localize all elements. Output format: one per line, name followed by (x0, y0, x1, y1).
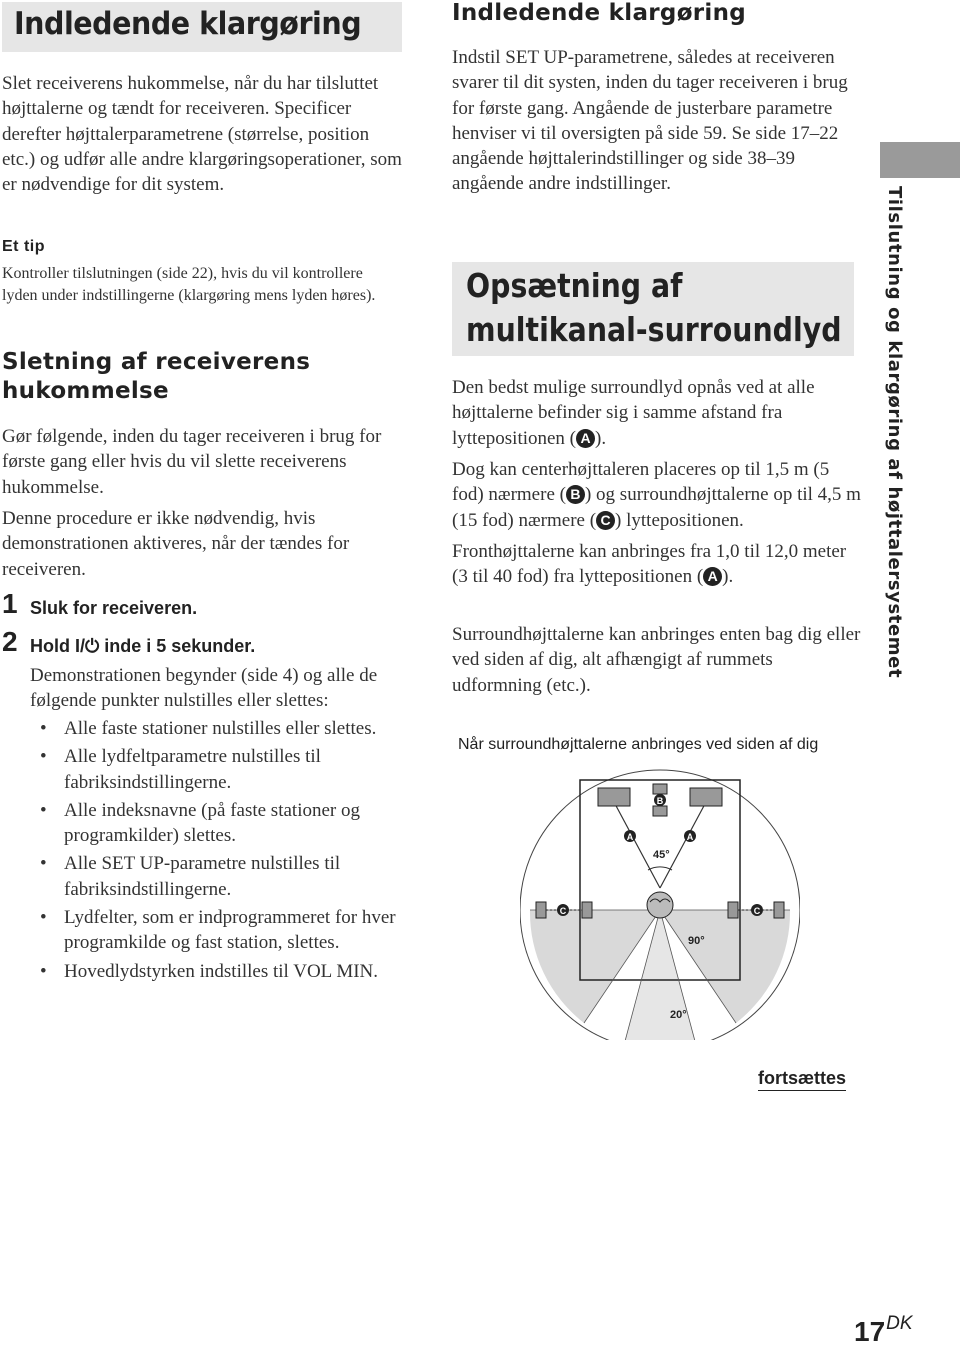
front-left-speaker-icon (598, 788, 630, 806)
center-speaker-icon (653, 784, 667, 794)
listener-icon (647, 892, 673, 918)
paragraph-text: ). (722, 566, 734, 588)
paragraph-text: Fronthøjttalerne kan anbringes fra 1,0 til 12,0 meter (3 til 40 fod) fra lyttepositionen ( (452, 541, 847, 588)
label-a-left: A (626, 832, 634, 842)
front-right-speaker-icon (690, 788, 722, 806)
list-item: • Alle lydfeltparametre nulstilles til fabriksindstillingerne. (40, 746, 321, 793)
list-item: • Alle SET UP-parametre nulstilles til fabriksindstillingerne. (40, 853, 341, 900)
subsection-title-text: Opsætning af multikanal-surroundlyd (466, 266, 842, 349)
tip-heading: Et tip (2, 238, 45, 255)
angle-90-label: 90° (688, 935, 705, 947)
paragraph-text: ). (595, 427, 607, 449)
list-item-text: Alle SET UP-parametre nulstilles til fabriksindstillingerne. (64, 853, 341, 900)
surround-right-near-icon (728, 902, 738, 918)
section-paragraph-2: Denne procedure er ikke nødvendig, hvis demonstrationen aktiveres, når der tændes for receiveren. (2, 508, 350, 580)
surround-paragraph-2 (452, 457, 862, 533)
step-2-number: 2 (2, 626, 18, 657)
list-item: • Alle faste stationer nulstilles eller slettes. (40, 718, 377, 739)
section-paragraph-1: Gør følgende, inden du tager receiveren i brug for første gang eller hvis du vil slette receiverens hukommelse. (2, 426, 382, 498)
paragraph-text: ) lyttepositionen. (615, 509, 744, 531)
label-c-left: C (559, 906, 567, 916)
list-item-text: Hovedlydstyrken indstilles til VOL MIN. (64, 960, 379, 982)
sidebar-section-label: Tilslutning og klargøring af højttalersystemet (884, 186, 905, 679)
marker-a-icon: A (576, 429, 595, 448)
surround-right-far-icon (774, 902, 784, 918)
intro-paragraph: Slet receiverens hukommelse, når du har tilsluttet højttalerne og tændt for receiveren. Specificer derefter højttalerparametrene (størrelse, position etc.) og udfør alle andre klargøringsoperationer, som er nødvendige for dit system. (2, 73, 402, 196)
list-item: • Lydfelter, som er indprogrammeret for hver programkilde og fast station, slettes. (40, 907, 396, 954)
continue-label: fortsættes (758, 1068, 846, 1091)
label-a-right: A (686, 832, 694, 842)
tip-text: Kontroller tilslutningen (side 22), hvis du vil kontrollere lyden under indstillingerne (klargøring mens lyden høres). (2, 265, 376, 304)
step-2-text: Hold I/⏻ inde i 5 sekunder. (30, 636, 256, 656)
subsection-title (466, 264, 842, 352)
sidebar-tab (880, 142, 960, 178)
angle-45-label: 45° (653, 849, 670, 861)
step-2-description: Demonstrationen begynder (side 4) og alle de følgende punkter nulstilles eller slettes: (30, 665, 378, 712)
list-item-text: Lydfelter, som er indprogrammeret for hver programkilde og fast station, slettes. (64, 907, 396, 954)
marker-b-icon: B (566, 485, 585, 504)
reset-items-list (30, 716, 410, 987)
surround-paragraph-3 (452, 539, 862, 590)
speaker-placement-diagram (520, 760, 800, 1040)
page-number (854, 1313, 913, 1348)
step-1-number: 1 (2, 588, 18, 619)
surround-paragraph-1 (452, 375, 862, 451)
diagram-caption: Når surroundhøjttalerne anbringes ved siden af dig (458, 736, 819, 753)
right-intro-paragraph: Indstil SET UP-parametrene, således at receiveren svarer til dit systen, inden du tager receiveren i brug for første gang. Angående de justerbare parametre henviser vi til oversigten på side 59. Se side 17–22 angående højttalerindstillinger og side 38–39 angående andre indstillinger. (452, 47, 848, 195)
page-number-suffix: DK (886, 1313, 913, 1334)
surround-paragraph-4: Surroundhøjttalerne kan anbringes enten bag dig eller ved siden af dig, alt afhængigt af rummets udformning (etc.). (452, 624, 861, 696)
label-b: B (656, 796, 664, 806)
paragraph-text: ) og surroundhøjttalerne op til 4,5 m (15 fod) nærmere ( (452, 484, 861, 531)
center-speaker-alt-icon (653, 806, 667, 816)
page-title: Indledende klargøring (14, 6, 362, 42)
list-item-text: Alle indeksnavne (på faste stationer og programkilder) slettes. (64, 799, 360, 847)
surround-left-far-icon (536, 902, 546, 918)
angle-20-label: 20° (670, 1009, 687, 1021)
marker-c-icon: C (596, 511, 615, 530)
list-item-text: Alle lydfeltparametre nulstilles til fabriksindstillingerne. (64, 746, 321, 793)
label-c-right: C (753, 906, 761, 916)
surround-left-near-icon (582, 902, 592, 918)
step-1-text: Sluk for receiveren. (30, 598, 198, 618)
list-item-text: Alle faste stationer nulstilles eller slettes. (64, 718, 377, 739)
section-heading: Sletning af receiverens hukommelse (2, 349, 311, 404)
list-item: • Alle indeksnavne (på faste stationer og programkilder) slettes. (40, 799, 360, 847)
paragraph-text: Dog kan centerhøjttaleren placeres op til 1,5 m (5 fod) nærmere ( (452, 459, 830, 506)
right-heading: Indledende klargøring (452, 0, 747, 26)
list-item: • Hovedlydstyrken indstilles til VOL MIN. (40, 960, 379, 982)
paragraph-text: Den bedst mulige surroundlyd opnås ved at alle højttalerne befinder sig i samme afstand fra lyttepositionen ( (452, 377, 815, 449)
page-number-value: 17 (854, 1316, 886, 1347)
marker-a-icon: A (703, 567, 722, 586)
